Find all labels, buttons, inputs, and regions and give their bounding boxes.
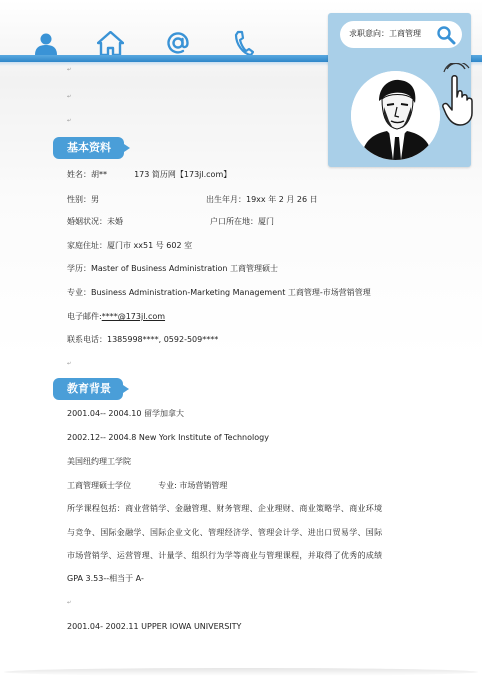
hukou-line: 户口所在地：厦门	[210, 217, 274, 226]
marital-line: 婚姻状况：未婚	[67, 217, 123, 226]
paragraph-mark: ↵	[67, 94, 72, 100]
page-shadow	[4, 668, 478, 676]
edu-line-2: 2002.12-- 2004.8 New York Institute of Technology	[67, 433, 269, 442]
courses-line-3: 市场营销学、运营管理、计量学、组织行为学等商业与管理课程，并取得了优秀的成绩	[67, 551, 383, 560]
birth-line: 出生年月：19xx 年 2 月 26 日	[206, 195, 318, 204]
paragraph-mark: ↵	[67, 361, 72, 367]
paragraph-mark: ↵	[67, 118, 72, 124]
person-icon	[34, 33, 58, 55]
edu-line-3: 美国纽约理工学院	[67, 457, 131, 466]
section-title-education: 教育背景	[53, 378, 123, 400]
at-icon	[165, 30, 191, 56]
degree-line: 学历：Master of Business Administration 工商管理硕士	[67, 264, 279, 273]
edu-degree: 工商管理硕士学位	[67, 481, 131, 490]
edu-line-last: 2001.04- 2002.11 UPPER IOWA UNIVERSITY	[67, 622, 242, 631]
courses-line-2: 与竞争、国际金融学、国际企业文化、管理经济学、管理会计学、进出口贸易学、国际	[67, 528, 383, 537]
edu-major: 专业: 市场营销管理	[158, 481, 228, 490]
paragraph-mark: ↵	[67, 67, 72, 73]
search-box[interactable]	[340, 21, 462, 48]
email-link[interactable]: ****@173jl.com	[101, 312, 166, 321]
address-line: 家庭住址：厦门市 xx51 号 602 室	[67, 241, 193, 250]
hand-cursor-icon	[441, 63, 477, 133]
edu-line-1: 2001.04-- 2004.10 留学加拿大	[67, 409, 185, 418]
courses-line-1: 所学课程包括：商业营销学、金融管理、财务管理、企业理财、商业策略学、商业环境	[67, 504, 383, 513]
avatar	[351, 71, 440, 160]
phone-line: 联系电话：1385998****, 0592-509****	[67, 335, 219, 344]
home-icon	[97, 31, 124, 56]
phone-icon	[234, 30, 254, 56]
search-icon[interactable]	[436, 25, 456, 49]
job-objective-text: 求职意向：工商管理	[349, 29, 421, 38]
paragraph-mark: ↵	[67, 600, 72, 606]
major-line: 专业：Business Administration-Marketing Management 工商管理-市场营销管理	[67, 288, 371, 297]
section-title-basic-info: 基本资料	[53, 137, 124, 159]
name-site: 173 简历网【173jl.com】	[134, 170, 232, 179]
edu-line-4	[67, 480, 227, 492]
name-line	[67, 169, 231, 181]
email-line	[67, 311, 165, 323]
gender-line: 性别：男	[67, 195, 99, 204]
email-label: 电子邮件:	[67, 312, 102, 321]
name-label: 姓名：胡**	[67, 170, 107, 179]
gpa-line: GPA 3.53--相当于 A-	[67, 574, 144, 583]
